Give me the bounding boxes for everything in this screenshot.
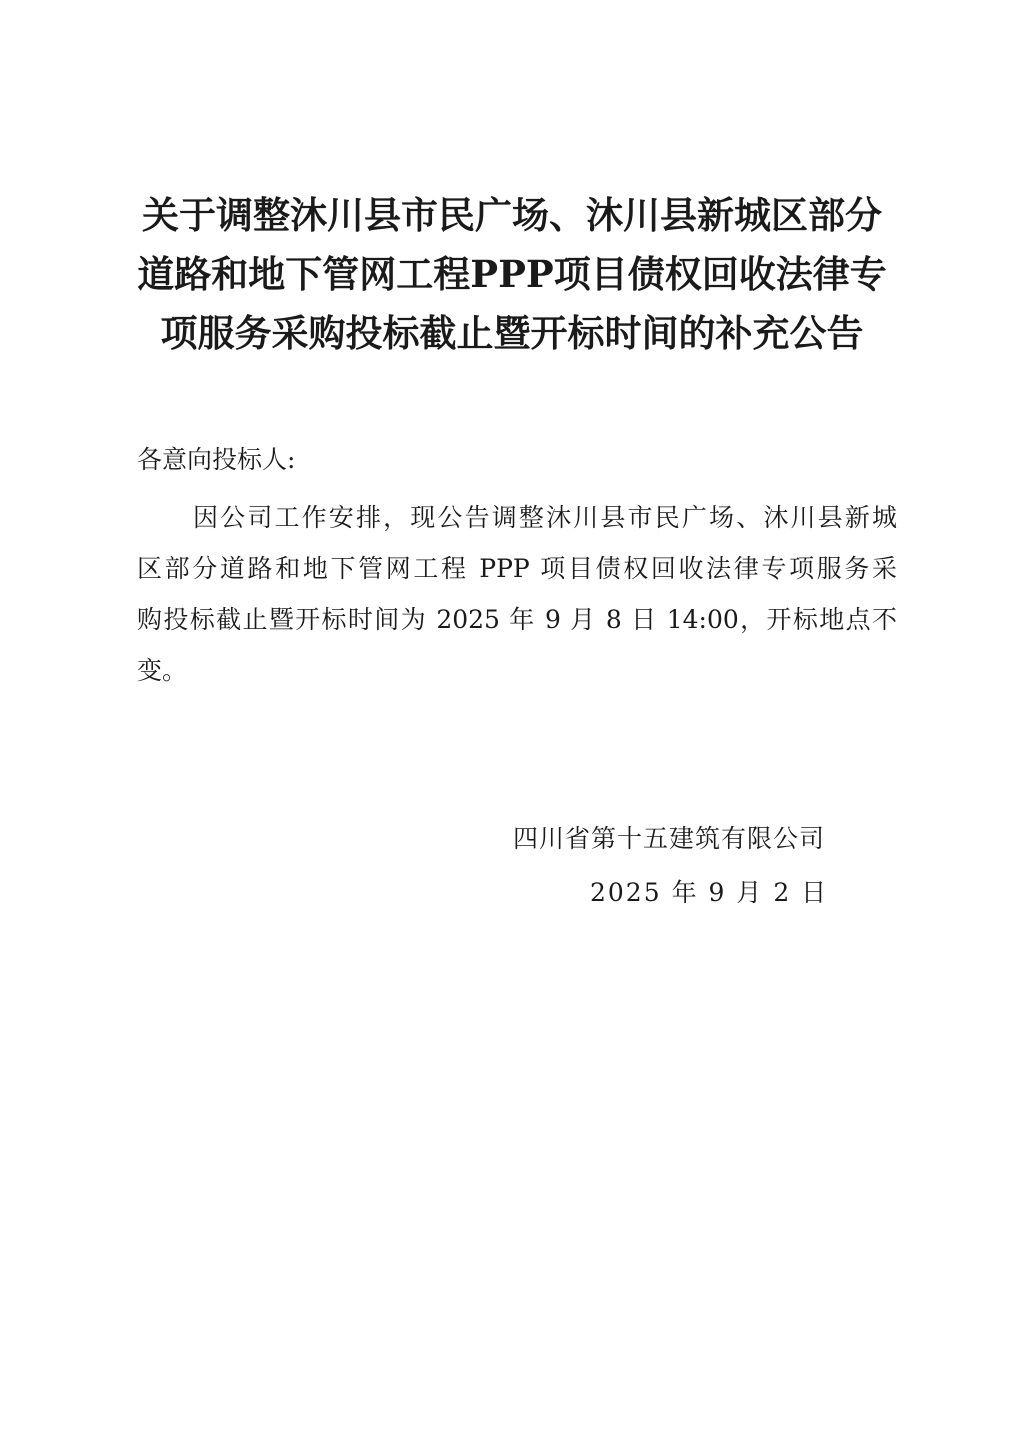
notice-body-line-4: 变。 <box>137 656 188 685</box>
notice-body-line-2: 区部分道路和地下管网工程 PPP 项目债权回收法律专项服务采 <box>137 554 897 583</box>
notice-body-line-3: 购投标截止暨开标时间为 2025 年 9 月 8 日 14:00，开标地点不 <box>137 605 897 634</box>
salutation: 各意向投标人: <box>137 445 296 474</box>
signature-block <box>480 812 880 920</box>
notice-body <box>137 492 897 696</box>
notice-title-line-3: 项服务采购投标截止暨开标时间的补充公告 <box>160 311 864 355</box>
notice-title-line-1: 关于调整沐川县市民广场、沐川县新城区部分 <box>142 193 882 237</box>
issue-date: 2025 年 9 月 2 日 <box>590 878 829 907</box>
notice-body-line-1: 因公司工作安排，现公告调整沐川县市民广场、沐川县新城 <box>193 503 897 532</box>
issuer-name: 四川省第十五建筑有限公司 <box>513 824 826 853</box>
notice-title <box>128 186 896 363</box>
notice-title-line-2: 道路和地下管网工程PPP项目债权回收法律专 <box>137 252 887 296</box>
